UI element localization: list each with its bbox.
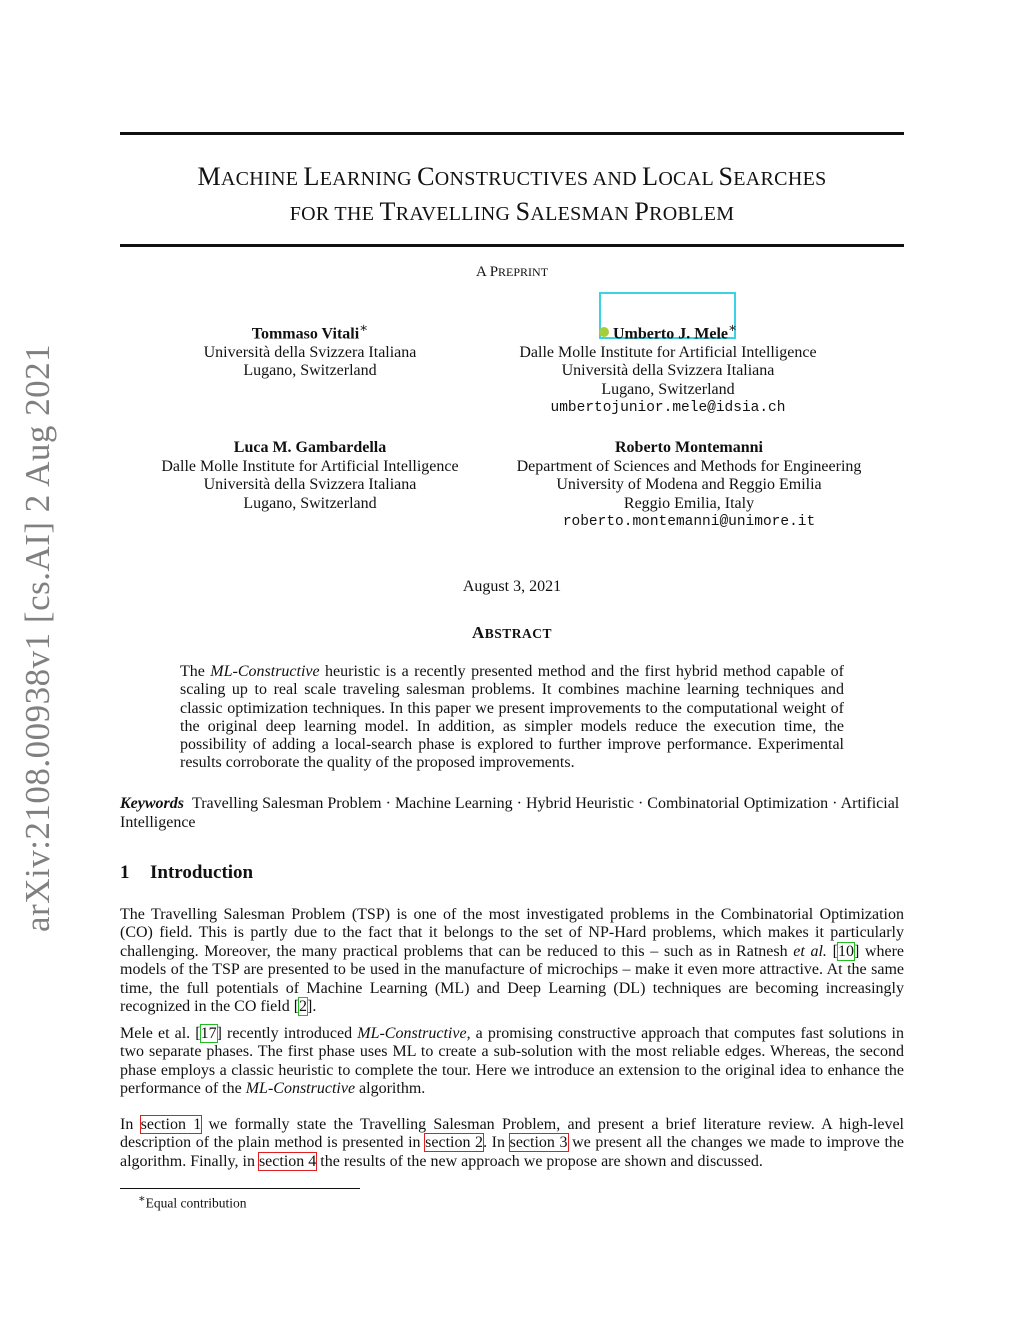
citation-link[interactable]: 10 <box>837 942 854 960</box>
section-ref-link[interactable]: section 4 <box>258 1152 317 1170</box>
author-name: Roberto Montemanni <box>615 439 763 456</box>
keywords-label: Keywords <box>120 795 184 812</box>
author-affiliation: Università della Svizzera Italiana <box>203 476 417 493</box>
intro-paragraph-3: In section 1 we formally state the Travelling Salesman Problem, and present a brief literature review. A high-level description of the plain method is presented in section 2. In section 3 we present all the changes we made to improve the algorithm. Finally, in section 4 the results of the new approach we propose are shown and discussed. <box>120 1116 905 1170</box>
paper-title-line-1: MACHINE LEARNING CONSTRUCTIVES AND LOCAL SEARCHES <box>197 162 827 191</box>
footnote-rule <box>120 1188 360 1189</box>
author-block-mele: Umberto J. Mele∗ Dalle Molle Institute for Artificial Intelligence Università della Svizzera Italiana Lugano, Switzerland umbertojunior.mele@idsia.ch <box>488 319 848 418</box>
section-ref-link[interactable]: section 2 <box>425 1134 484 1152</box>
citation-link[interactable]: 2 <box>299 998 308 1016</box>
author-location: Lugano, Switzerland <box>243 494 377 512</box>
arxiv-identifier: arXiv:2108.00938v1 [cs.AI] 2 Aug 2021 <box>18 343 57 932</box>
author-name: Tommaso Vitali <box>251 325 360 343</box>
publication-date: August 3, 2021 <box>462 578 562 595</box>
author-name: Umberto J. Mele <box>612 325 728 343</box>
author-name: Luca M. Gambardella <box>233 439 387 456</box>
title-top-rule <box>120 132 904 135</box>
intro-paragraph-1: The Travelling Salesman Problem (TSP) is one of the most investigated problems in the Combinatorial Optimization (CO) field. This is partly due to the fact that it belongs to the set of NP-Hard problems, which makes it particularly challenging. Moreover, the many practical problems that can be reduced to this – such as in Ratnesh et al. [10] where models of the TSP are presented to be used in the manufacture of microchips – make it even more attractive. At the same time, the full potentials of Machine Learning (ML) and Deep Learning (DL) techniques are becoming increasingly recognized in the CO field [2]. <box>120 906 905 1016</box>
author-affiliation: Department of Sciences and Methods for Engineering <box>516 457 862 475</box>
author-location: Lugano, Switzerland <box>243 362 377 380</box>
footnote: ∗Equal contribution <box>138 1193 247 1211</box>
title-bottom-rule <box>120 244 904 247</box>
section-heading: 1 Introduction <box>120 862 254 883</box>
section-ref-link[interactable]: section 3 <box>509 1134 568 1152</box>
author-affiliation: Dalle Molle Institute for Artificial Intelligence <box>161 457 459 475</box>
author-location: Lugano, Switzerland <box>601 380 735 398</box>
author-affiliation: University of Modena and Reggio Emilia <box>556 476 822 493</box>
intro-paragraph-2: Mele et al. [17] recently introduced ML-Constructive, a promising constructive approach that computes fast solutions in two separate phases. The first phase uses ML to create a sub-solution with the most reliable edges. Whereas, the second phase employs a classic heuristic to complete the tour. Here we introduce an extension to the original idea to enhance the performance of the ML-Constructive algorithm. <box>120 1025 905 1098</box>
paper-title-line-2: FOR THE TRAVELLING SALESMAN PROBLEM <box>289 197 735 226</box>
abstract-text: The ML-Constructive heuristic is a recently presented method and the first hybrid method capable of scaling up to real scale traveling salesman problems. It combines machine learning techniques and classic optimization techniques. In this paper we present improvements to the computational weight of the original deep learning model. In addition, as simpler models reduce the execution time, the possibility of adding a local-search phase is explored to further improve performance. Experimental results corroborate the quality of the proposed improvements. <box>180 663 845 772</box>
keywords-list: Travelling Salesman Problem · Machine Learning · Hybrid Heuristic · Combinatorial Optimization · Artificial Intelligence <box>120 795 900 831</box>
citation-link[interactable]: 17 <box>200 1025 217 1042</box>
section-ref-link[interactable]: section 1 <box>140 1116 202 1133</box>
author-block-gambardella <box>140 439 480 513</box>
author-affiliation: Dalle Molle Institute for Artificial Intelligence <box>519 343 817 361</box>
keywords <box>120 795 904 832</box>
author-email[interactable]: umbertojunior.mele@idsia.ch <box>550 400 786 417</box>
author-email[interactable]: roberto.montemanni@unimore.it <box>562 514 816 530</box>
abstract-heading: ABSTRACT <box>471 623 553 642</box>
author-block-montemanni <box>488 439 890 532</box>
author-affiliation: Università della Svizzera Italiana <box>561 362 775 380</box>
orcid-icon[interactable] <box>599 327 609 337</box>
author-location: Reggio Emilia, Italy <box>623 494 755 512</box>
author-block-vitali: Tommaso Vitali∗ Università della Svizzera Italiana Lugano, Switzerland <box>160 319 460 381</box>
preprint-label: A PREPRINT <box>475 264 549 280</box>
author-affiliation: Università della Svizzera Italiana <box>203 343 417 361</box>
